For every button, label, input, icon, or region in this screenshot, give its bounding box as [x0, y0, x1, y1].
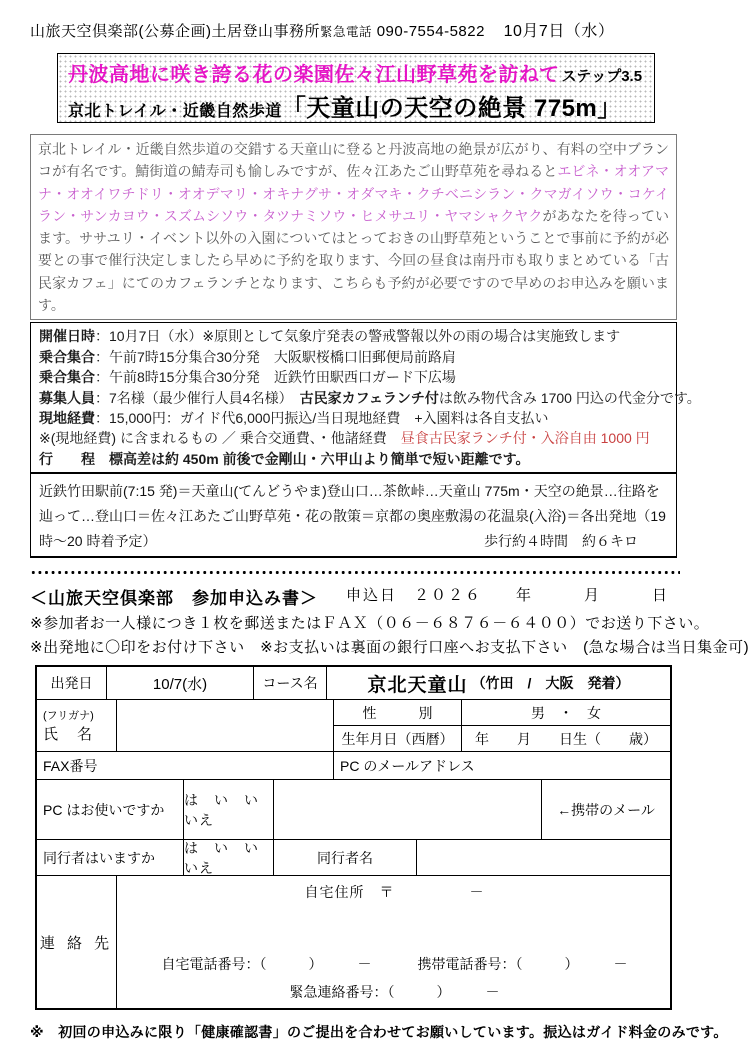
title-box — [57, 53, 655, 123]
event-date: 10月7日（水） — [503, 23, 615, 40]
application-note1: ※参加者お一人様につき１枚を郵送またはＦＡＸ（０６－６８７６－６４００）でお送り下さい。 — [30, 615, 710, 633]
companion-question-label: 同行者はいますか — [37, 840, 184, 875]
title-line2-main: 「天童山の天空の絶景 775m」 — [281, 95, 622, 122]
dotted-separator — [30, 570, 680, 575]
detail-meet1-label: 乗合集合 — [39, 348, 95, 365]
pc-mail-field[interactable]: PC のメールアドレス — [340, 757, 475, 774]
pc-question-label: PC はお使いですか — [37, 780, 184, 839]
emergency-phone: 090-7554-5822 — [376, 23, 485, 40]
mobile-phone-field[interactable]: 携帯電話番号：（ ） － — [417, 956, 628, 973]
detail-capacity-label: 募集人員 — [39, 389, 95, 406]
companion-yesno-choice[interactable]: は い いいえ — [184, 840, 274, 875]
footer-note: ※ 初回の申込みに限り「健康確認書」のご提出を合わせてお願いしています。振込はガイド料金のみです。 — [30, 1024, 728, 1041]
detail-meet2-label: 乗合集合 — [39, 369, 95, 386]
gender-row — [334, 700, 670, 726]
detail-capacity-rest: は飲み物代含み 1700 円込の代金分です。 — [438, 389, 701, 406]
course-label: コース名 — [254, 667, 327, 699]
companion-name-label: 同行者名 — [274, 840, 417, 875]
table-row-companion — [37, 840, 670, 876]
gender-label: 性 別 — [334, 700, 462, 725]
birth-row — [334, 726, 670, 751]
application-note2: ※出発地に〇印をお付け下さい ※お支払いは裏面の銀行口座へお支払下さい (急な場合は当日集金可) — [30, 639, 749, 657]
table-row-contact — [37, 876, 670, 1008]
table-row-name — [37, 700, 670, 752]
name-label-cell — [37, 700, 117, 751]
title-step: ステップ3.5 — [561, 68, 643, 85]
name-label: 氏 名 — [43, 726, 95, 744]
detail-cost-row — [39, 408, 668, 428]
detail-cost-text: ：15,000円：ガイド代6,000円振込/当日現地経費 +入園料は各自支払い — [95, 410, 549, 426]
course-cell — [327, 667, 670, 699]
title-line1: 丹波高地に咲き誇る花の楽園佐々江山野草苑を訪ねて — [68, 64, 560, 86]
application-header — [30, 584, 677, 609]
departure-date-label: 出発日 — [37, 667, 107, 699]
detail-meet1-row — [39, 347, 668, 367]
birth-field[interactable]: 年 月 日生（ 歳） — [475, 730, 657, 747]
course-name: 京北天童山 — [367, 674, 468, 696]
detail-included-text: ※(現地経費) に含まれるもの ／ 乗合交通費、・他諸経費 — [39, 430, 401, 447]
detail-date-text: ：10月7日（水）※原則として気象庁発表の警戒警報以外の雨の場合は実施致します — [95, 328, 621, 345]
event-details — [30, 322, 701, 474]
departure-date-value: 10/7(水) — [107, 667, 254, 699]
detail-lunch-bold: 古民家カフェランチ付 — [299, 389, 439, 406]
table-row-fax-mail — [37, 752, 670, 780]
fax-field[interactable]: FAX番号 — [37, 752, 334, 779]
detail-date-row — [39, 326, 668, 346]
home-address-field[interactable]: 自宅住所 〒 － — [304, 884, 485, 901]
table-row-pc — [37, 780, 670, 840]
emergency-phone-field[interactable]: 緊急連絡番号：（ ） － — [289, 984, 500, 1001]
detail-meet1-text: ：午前7時15分集合30分発 大阪駅桜橋口旧郵便局前路肩 — [95, 348, 456, 365]
title-line2-prefix: 京北トレイル・近畿自然歩道 — [68, 103, 282, 120]
contact-label: 連 絡 先 — [37, 876, 117, 1008]
pc-yesno-choice[interactable]: は い いいえ — [184, 780, 274, 839]
description-part1: 京北トレイル・近畿自然歩道の交錯する天童山に登ると丹波高地の絶景が広がり、有料の空中ブランコが有名です。鯖街道の鯖寿司も愉しみですが、佐々江あたご山野草苑を尋ねると — [38, 141, 669, 180]
furigana-label: (フリガナ) — [43, 710, 94, 723]
detail-capacity-row — [39, 388, 701, 408]
document-header — [30, 18, 677, 41]
birth-label: 生年月日（西暦） — [334, 726, 462, 751]
itinerary-box — [30, 474, 677, 558]
detail-included-red: 昼食古民家ランチ付・入浴自由 1000 円 — [400, 430, 650, 447]
detail-route-text: 標高差は約 450m 前後で金剛山・六甲山より簡単で短い距離です。 — [95, 450, 530, 467]
itinerary-text: 近鉄竹田駅前(7:15 発)＝天童山(てんどうやま)登山口…茶飲峠…天童山 775m・天空の絶景…往路を辿って…登山口＝佐々江あたご山野草苑・花の散策＝京都の奥座敷湯の花温泉(入浴)＝各出発地（19 時～20 時着予定） — [39, 483, 666, 550]
description-paragraph — [30, 134, 677, 320]
course-route: （竹田 / 大阪 発着） — [471, 675, 630, 692]
detail-cost-label: 現地経費 — [39, 410, 95, 426]
emergency-label: 緊急電話 — [320, 25, 373, 39]
detail-capacity-text: ：7名様（最少催行人員4名様） — [95, 389, 300, 406]
table-row-departure — [37, 667, 670, 700]
home-phone-field[interactable]: 自宅電話番号：（ ） － — [161, 956, 372, 973]
itinerary-stats: 歩行約４時間 約６キロ — [484, 533, 638, 550]
contact-body — [117, 876, 670, 1008]
detail-date-label: 開催日時 — [39, 328, 95, 345]
detail-route-label: 行 程 — [39, 450, 95, 467]
gender-birth-block — [334, 700, 670, 751]
detail-meet2-row — [39, 367, 668, 387]
club-name: 山旅天空倶楽部(公募企画)土居登山事務所 — [30, 23, 320, 40]
detail-meet2-text: ：午前8時15分集合30分発 近鉄竹田駅西口ガード下広場 — [95, 369, 456, 386]
application-date-line: 申込日 ２０２６ 年 月 日 — [345, 587, 669, 605]
detail-route-row — [39, 449, 668, 469]
detail-included-row — [39, 428, 668, 448]
application-title: ＜山旅天空倶楽部 参加申込み書＞ — [30, 589, 318, 609]
companion-name-field[interactable] — [417, 840, 670, 875]
phone-fields — [162, 954, 628, 974]
gender-choice[interactable]: 男 ・ 女 — [531, 704, 601, 721]
mobile-mail-field[interactable] — [274, 780, 542, 839]
description-part2: があなたを待っています。ササユリ・イベント以外の入園についてはとっておきの山野草苑ということで事前に予約が必要との事で催行決定しましたら早めに予約を取ります、今回の昼食は南丹市も取りまとめている「古民家カフェ」にてのカフェランチとなります、こちらも予約が必要ですので早めのお申込みを願います。 — [38, 207, 670, 314]
application-table — [35, 665, 672, 1010]
name-field[interactable] — [117, 700, 334, 751]
mobile-mail-note: ←携帯のメール — [557, 801, 655, 818]
flower-list: エビネ・オオアマナ・オオイワチドリ・オオデマリ・オキナグサ・オダマキ・クチベニシラン・クマガイソウ・コケイラン・サンカヨウ・スズムシソウ・タツナミソウ・ヒメサユリ・ヤマシャクヤク — [38, 163, 669, 224]
